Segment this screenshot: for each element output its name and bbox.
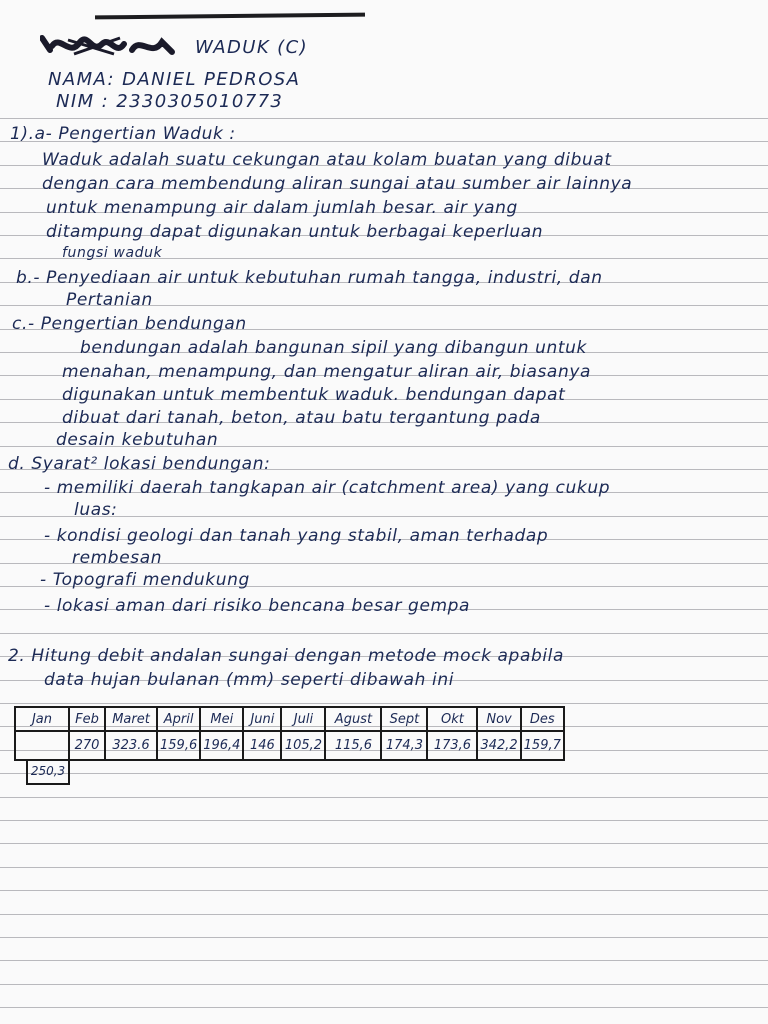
rain-value: 105,2 xyxy=(281,731,325,760)
text-line: dibuat dari tanah, beton, atau batu tergantung pada xyxy=(62,408,541,428)
rain-value: 159,6 xyxy=(157,731,200,760)
text-line: fungsi waduk xyxy=(62,245,163,261)
student-id: NIM : 2330305010773 xyxy=(56,91,284,112)
ruled-line xyxy=(0,703,768,704)
text-line: Waduk adalah suatu cekungan atau kolam buatan yang dibuat xyxy=(42,150,612,170)
ruled-line xyxy=(0,843,768,844)
month-header: Des xyxy=(521,707,564,731)
rainfall-table xyxy=(14,706,565,761)
ruled-line xyxy=(0,797,768,798)
list-item: - Topografi mendukung xyxy=(40,570,250,590)
heading-1b: b.- Penyediaan air untuk kebutuhan rumah tangga, industri, dan xyxy=(16,268,603,288)
crossed-out-scribble xyxy=(40,28,190,64)
text-line: desain kebutuhan xyxy=(56,430,219,450)
rain-value: 196,4 xyxy=(200,731,243,760)
rain-value: 342,2 xyxy=(477,731,520,760)
ruled-line xyxy=(0,773,768,774)
rain-value: 159,7 xyxy=(521,731,564,760)
month-header: Maret xyxy=(105,707,157,731)
text-line: untuk menampung air dalam jumlah besar. air yang xyxy=(46,198,518,218)
ruled-line xyxy=(0,937,768,938)
month-header: Mei xyxy=(200,707,243,731)
month-header: Okt xyxy=(427,707,477,731)
month-header: Jan xyxy=(15,707,69,731)
rain-value xyxy=(15,731,69,760)
page-top-edge xyxy=(95,13,365,20)
list-item: - memiliki daerah tangkapan air (catchment area) yang cukup xyxy=(44,478,611,498)
rain-value: 270 xyxy=(69,731,105,760)
month-header: Sept xyxy=(381,707,427,731)
rain-value: 174,3 xyxy=(381,731,427,760)
ruled-line xyxy=(0,890,768,891)
ruled-line xyxy=(0,867,768,868)
rain-value: 115,6 xyxy=(325,731,381,760)
month-header: Feb xyxy=(69,707,105,731)
list-item: - kondisi geologi dan tanah yang stabil, aman terhadap xyxy=(44,526,549,546)
ruled-line xyxy=(0,633,768,634)
text-line: luas: xyxy=(74,500,118,520)
month-header: Nov xyxy=(477,707,520,731)
month-header: April xyxy=(157,707,200,731)
student-name: NAMA: DANIEL PEDROSA xyxy=(48,69,301,90)
month-header: Juli xyxy=(281,707,325,731)
text-line: rembesan xyxy=(72,548,163,568)
text-line: bendungan adalah bangunan sipil yang dibangun untuk xyxy=(80,338,587,358)
page-title: WADUK (C) xyxy=(195,37,308,58)
text-line: dengan cara membendung aliran sungai atau sumber air lainnya xyxy=(42,174,633,194)
month-header: Agust xyxy=(325,707,381,731)
ruled-line xyxy=(0,914,768,915)
ruled-line xyxy=(0,1007,768,1008)
question-2: 2. Hitung debit andalan sungai dengan metode mock apabila xyxy=(8,646,565,666)
month-header: Juni xyxy=(243,707,281,731)
rain-value: 146 xyxy=(243,731,281,760)
ruled-line xyxy=(0,960,768,961)
text-line: ditampung dapat digunakan untuk berbagai keperluan xyxy=(46,222,544,242)
ruled-line xyxy=(0,820,768,821)
heading-1a: 1).a- Pengertian Waduk : xyxy=(10,124,236,144)
rain-value: 173,6 xyxy=(427,731,477,760)
rain-value: 323.6 xyxy=(105,731,157,760)
ruled-line xyxy=(0,118,768,119)
heading-1d: d. Syarat² lokasi bendungan: xyxy=(8,454,271,474)
jan-rain-value: 250,3 xyxy=(26,759,70,785)
text-line: data hujan bulanan (mm) seperti dibawah ini xyxy=(44,670,455,690)
heading-1c: c.- Pengertian bendungan xyxy=(12,314,247,334)
ruled-line xyxy=(0,984,768,985)
list-item: - lokasi aman dari risiko bencana besar gempa xyxy=(44,596,471,616)
text-line: Pertanian xyxy=(66,290,153,310)
text-line: digunakan untuk membentuk waduk. bendungan dapat xyxy=(62,385,566,405)
text-line: menahan, menampung, dan mengatur aliran air, biasanya xyxy=(62,362,591,382)
